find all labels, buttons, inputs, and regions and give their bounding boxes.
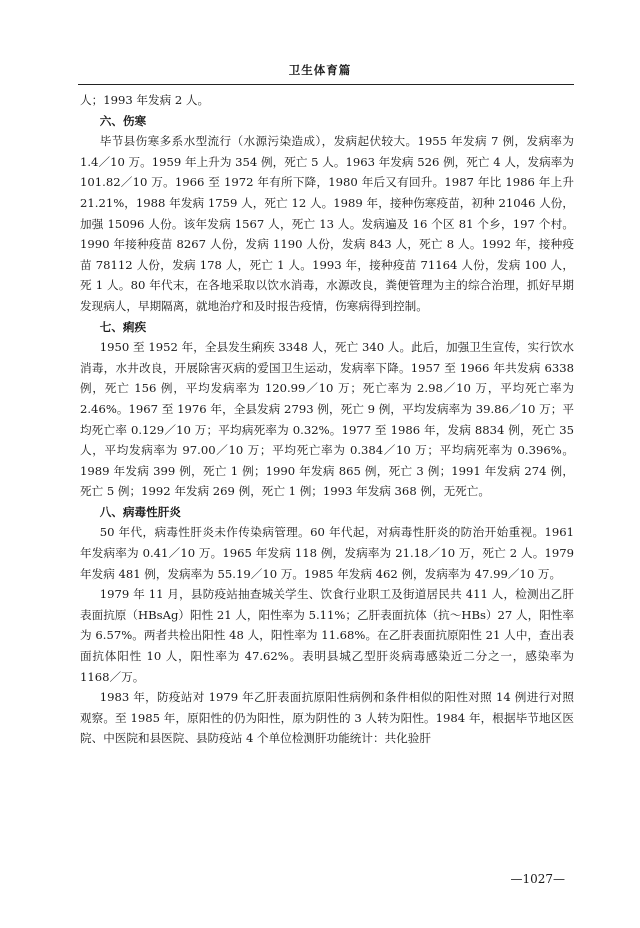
running-header: 卫生体育篇 (288, 63, 352, 77)
page-number: —1027— (510, 872, 565, 886)
section-heading-dysentery: 七、痢疾 (99, 319, 147, 334)
paragraph-continued: 人；1993 年发病 2 人。 (80, 93, 210, 107)
paragraph-hepatitis-3: 1983 年，防疫站对 1979 年乙肝表面抗原阳性病例和条件相似的阳性对照 14 例进行对照观察。至 1985 年，原阳性的仍为阳性，原为阴性的 3 人转为阳性。1984 年，根据毕节地区医院、中医院和县医院、县防疫站 4 个单位检测肝功能统计：共化验肝 (80, 690, 574, 746)
section-heading-hepatitis: 八、病毒性肝炎 (99, 504, 181, 519)
header-rule (78, 84, 574, 85)
paragraph-hepatitis-1: 50 年代，病毒性肝炎未作传染病管理。60 年代起，对病毒性肝炎的防治开始重视。1961 年发病率为 0.41／10 万。1965 年发病 118 例，发病率为 21.18／10 万，死亡 2 人。1979 年发病 481 例，发病率为 55.19／10 万。1985 年发病 462 例，发病率为 47.99／10 万。 (80, 525, 574, 581)
section-heading-typhoid: 六、伤寒 (99, 113, 147, 128)
page-body (80, 90, 574, 749)
paragraph-dysentery: 1950 至 1952 年，全县发生痢疾 3348 人，死亡 340 人。此后，加强卫生宣传，实行饮水消毒，水井改良，开展除害灭病的爱国卫生运动，发病率下降。1957 至 1966 年共发病 6338 例，死亡 156 例，平均发病率为 120.99／10 万；死亡率为 2.98／10 万，平均死亡率为 2.46%。1967 至 1976 年，全县发病 2793 例，死亡 9 例，平均发病率为 39.86／10 万；平均死亡率 0.129／10 万；平均病死率为 0.32%。1977 至 1986 年，发病 8834 例，死亡 35 人，平均发病率为 97.00／10 万；平均死亡率为 0.384／10 万；平均病死率为 0.396%。1989 年发病 399 例，死亡 1 例；1990 年发病 865 例，死亡 3 例；1991 年发病 274 例，死亡 5 例；1992 年发病 269 例，死亡 1 例；1993 年发病 368 例，无死亡。 (80, 340, 574, 499)
paragraph-typhoid: 毕节县伤寒多系水型流行（水源污染造成），发病起伏较大。1955 年发病 7 例，发病率为 1.4／10 万。1959 年上升为 354 例，死亡 5 人。1963 年发病 526 例，死亡 4 人，发病率为 101.82／10 万。1966 至 1972 年有所下降，1980 年后又有回升。1987 年比 1986 年上升 21.21%，1988 年发病 1759 人，死亡 12 人。1989 年，接种伤寒疫苗，初种 21046 人份，加强 15096 人份。该年发病 1567 人，死亡 13 人。发病遍及 16 个区 81 个乡，197 个村。1990 年接种疫苗 8267 人份，发病 1190 人份，发病 843 人，死亡 8 人。1992 年，接种疫苗 78112 人份，发病 178 人，死亡 1 人。1993 年，接种疫苗 71164 人份，发病 100 人，死 1 人。80 年代末，在各地采取以饮水消毒，水源改良，粪便管理为主的综合治理，抓好早期发现病人，早期隔离，就地治疗和及时报告疫情，伤寒病得到控制。 (80, 134, 574, 313)
paragraph-hepatitis-2: 1979 年 11 月，县防疫站抽查城关学生、饮食行业职工及街道居民共 411 人，检测出乙肝表面抗原（HBsAg）阳性 21 人，阳性率为 5.11%；乙肝表面抗体（抗～HBs）27 人，阳性率为 6.57%。两者共检出阳性 48 人，阳性率为 11.68%。在乙肝表面抗原阳性 21 人中，查出表面抗体阳性 10 人，阳性率为 47.62%。表明县城乙型肝炎病毒感染近二分之一，感染率为 1168／万。 (80, 587, 574, 684)
